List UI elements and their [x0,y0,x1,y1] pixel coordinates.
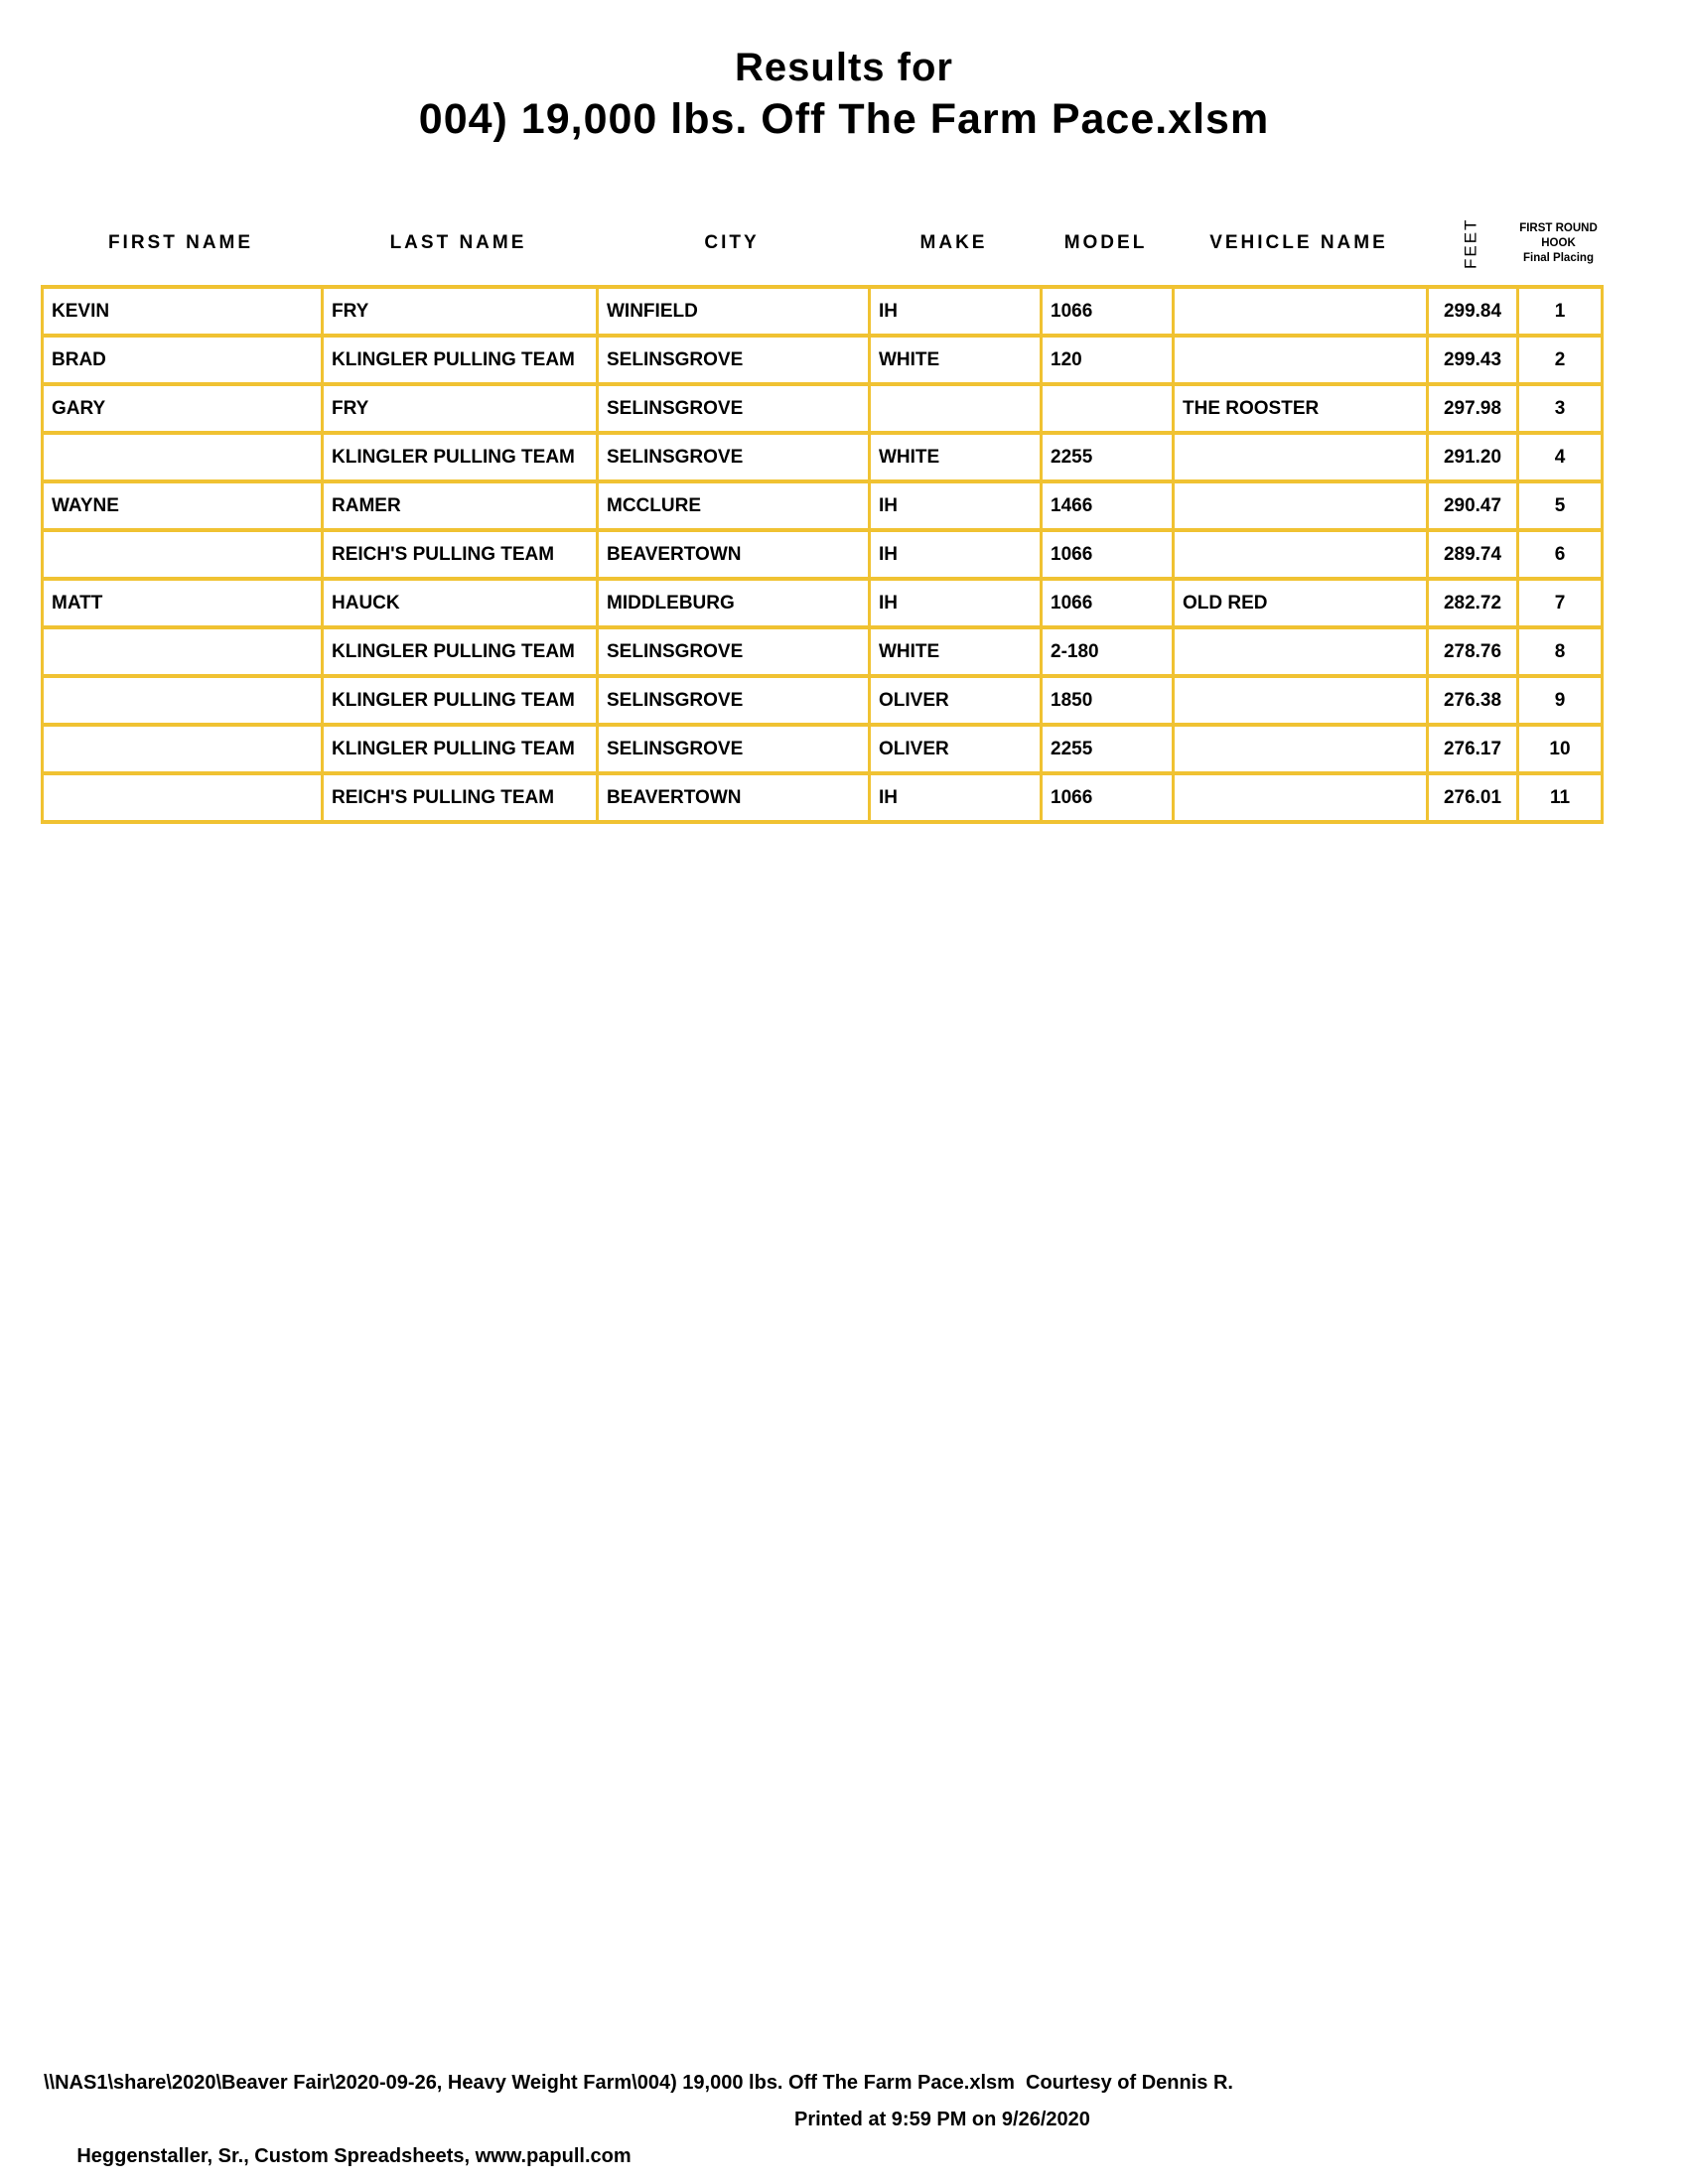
cell-first-name: WAYNE [43,481,323,530]
table-row [43,287,1603,336]
table-row [43,384,1603,433]
column-header-final-placing [1516,206,1601,280]
results-table [41,285,1604,824]
report-title-line1: Results for [735,46,953,89]
cell-placing: 6 [1518,530,1603,579]
column-header-model: MODEL [1063,232,1148,253]
cell-first-name: GARY [43,384,323,433]
cell-make: WHITE [870,627,1042,676]
cell-city: SELINSGROVE [598,336,870,384]
table-row [43,676,1603,725]
table-row [43,627,1603,676]
column-header-final-placing-line3: Final Placing [1523,251,1594,264]
cell-placing: 2 [1518,336,1603,384]
table-row [43,530,1603,579]
cell-city: MIDDLEBURG [598,579,870,627]
cell-make: OLIVER [870,676,1042,725]
cell-first-name: KEVIN [43,287,323,336]
cell-vehicle-name: OLD RED [1174,579,1428,627]
cell-vehicle-name [1174,725,1428,773]
cell-placing: 4 [1518,433,1603,481]
cell-first-name [43,627,323,676]
cell-city: SELINSGROVE [598,676,870,725]
cell-model [1042,384,1174,433]
cell-city: MCCLURE [598,481,870,530]
cell-placing: 3 [1518,384,1603,433]
footer-line2-left: Heggenstaller, Sr., Custom Spreadsheets, www.papull.com [76,2145,632,2167]
cell-placing: 1 [1518,287,1603,336]
cell-model: 120 [1042,336,1174,384]
cell-city: SELINSGROVE [598,384,870,433]
cell-feet: 297.98 [1428,384,1518,433]
cell-first-name [43,725,323,773]
table-row [43,579,1603,627]
cell-model: 2-180 [1042,627,1174,676]
cell-first-name [43,773,323,822]
cell-feet: 290.47 [1428,481,1518,530]
footer-line1: \\NAS1\share\2020\Beaver Fair\2020-09-26, Heavy Weight Farm\004) 19,000 lbs. Off The Farm Pace.xlsm Courtesy of Dennis R. [44,2072,1233,2094]
cell-city: SELINSGROVE [598,627,870,676]
cell-feet: 276.38 [1428,676,1518,725]
cell-make: IH [870,579,1042,627]
cell-make: IH [870,287,1042,336]
cell-placing: 8 [1518,627,1603,676]
table-row [43,481,1603,530]
cell-vehicle-name [1174,336,1428,384]
table-row [43,336,1603,384]
cell-model: 2255 [1042,433,1174,481]
cell-feet: 278.76 [1428,627,1518,676]
cell-last-name: KLINGLER PULLING TEAM [323,676,598,725]
footer-line2 [44,2102,1233,2184]
cell-placing: 9 [1518,676,1603,725]
cell-make: OLIVER [870,725,1042,773]
cell-vehicle-name [1174,481,1428,530]
cell-model: 1466 [1042,481,1174,530]
cell-last-name: REICH'S PULLING TEAM [323,530,598,579]
cell-last-name: KLINGLER PULLING TEAM [323,725,598,773]
table-row [43,433,1603,481]
cell-city: SELINSGROVE [598,725,870,773]
cell-last-name: FRY [323,384,598,433]
cell-last-name: HAUCK [323,579,598,627]
column-header-feet: FEET [1461,217,1480,269]
column-header-make: MAKE [919,232,988,253]
cell-vehicle-name [1174,676,1428,725]
cell-model: 1066 [1042,579,1174,627]
cell-vehicle-name [1174,530,1428,579]
cell-city: BEAVERTOWN [598,773,870,822]
cell-vehicle-name [1174,627,1428,676]
cell-city: BEAVERTOWN [598,530,870,579]
cell-first-name [43,530,323,579]
column-header-city: CITY [704,232,760,253]
table-row [43,773,1603,822]
cell-model: 1066 [1042,287,1174,336]
column-header-vehicle-name: VEHICLE NAME [1209,232,1388,253]
cell-placing: 5 [1518,481,1603,530]
cell-make [870,384,1042,433]
cell-first-name: MATT [43,579,323,627]
cell-last-name: FRY [323,287,598,336]
cell-first-name: BRAD [43,336,323,384]
cell-make: IH [870,481,1042,530]
footer-printed-timestamp: Printed at 9:59 PM on 9/26/2020 [794,2109,1090,2130]
cell-last-name: KLINGLER PULLING TEAM [323,433,598,481]
cell-vehicle-name [1174,433,1428,481]
cell-placing: 10 [1518,725,1603,773]
cell-make: WHITE [870,433,1042,481]
column-header-first-name: FIRST NAME [107,232,254,253]
cell-first-name [43,676,323,725]
table-row [43,725,1603,773]
cell-model: 1066 [1042,530,1174,579]
table-header-row [41,206,1601,280]
cell-vehicle-name [1174,287,1428,336]
cell-feet: 276.17 [1428,725,1518,773]
results-table-body [43,287,1603,822]
cell-feet: 282.72 [1428,579,1518,627]
cell-city: WINFIELD [598,287,870,336]
cell-make: IH [870,530,1042,579]
cell-feet: 299.84 [1428,287,1518,336]
cell-last-name: REICH'S PULLING TEAM [323,773,598,822]
cell-model: 2255 [1042,725,1174,773]
cell-first-name [43,433,323,481]
report-footer [44,2065,1233,2184]
cell-vehicle-name [1174,773,1428,822]
column-header-final-placing-line2: HOOK [1541,236,1576,249]
cell-city: SELINSGROVE [598,433,870,481]
cell-last-name: RAMER [323,481,598,530]
cell-model: 1066 [1042,773,1174,822]
cell-last-name: KLINGLER PULLING TEAM [323,336,598,384]
cell-feet: 276.01 [1428,773,1518,822]
cell-model: 1850 [1042,676,1174,725]
cell-feet: 289.74 [1428,530,1518,579]
column-header-last-name: LAST NAME [389,232,527,253]
column-header-final-placing-line1: FIRST ROUND [1519,221,1598,234]
cell-make: IH [870,773,1042,822]
cell-feet: 299.43 [1428,336,1518,384]
cell-last-name: KLINGLER PULLING TEAM [323,627,598,676]
cell-placing: 7 [1518,579,1603,627]
cell-vehicle-name: THE ROOSTER [1174,384,1428,433]
cell-placing: 11 [1518,773,1603,822]
report-title-line2: 004) 19,000 lbs. Off The Farm Pace.xlsm [418,95,1270,143]
cell-feet: 291.20 [1428,433,1518,481]
cell-make: WHITE [870,336,1042,384]
